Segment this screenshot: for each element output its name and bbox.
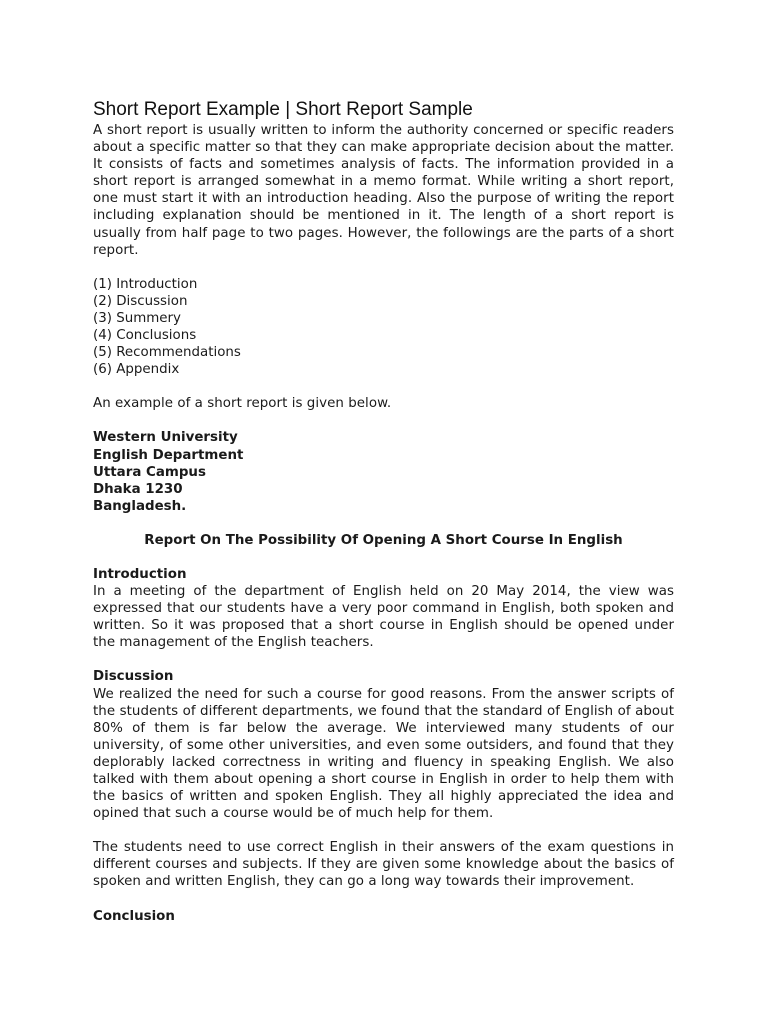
address-line: Uttara Campus xyxy=(93,464,206,480)
intro-paragraph: A short report is usually written to inform the authority concerned or specific readers about a specific matter so that they can make appropriate decision about the matter. It consists of facts and sometimes analysis of facts. The information provided in a short report is arranged somewhat in a memo format. While writing a short report, one must start it with an introduction heading. Also the purpose of writing the report including explanation should be mentioned in it. The length of a short report is usually from half page to two pages. However, the followings are the parts of a short report. xyxy=(93,123,674,258)
report-parts-list xyxy=(93,276,674,379)
list-item: (1) Introduction xyxy=(93,276,198,292)
example-line: An example of a short report is given below. xyxy=(93,396,392,412)
list-item: (2) Discussion xyxy=(93,293,188,309)
list-item: (4) Conclusions xyxy=(93,328,197,344)
list-item: (6) Appendix xyxy=(93,362,180,378)
conclusion-heading: Conclusion xyxy=(93,908,175,924)
address-block xyxy=(93,429,674,514)
discussion-text-2: The students need to use correct English in their answers of the exam questions in different courses and subjects. If they are given some knowledge about the basics of spoken and written English, they can go a long way towards their improvement. xyxy=(93,840,674,890)
address-line: English Department xyxy=(93,447,244,463)
address-line: Bangladesh. xyxy=(93,498,187,514)
discussion-heading: Discussion xyxy=(93,669,174,685)
address-line: Western University xyxy=(93,430,238,446)
introduction-text: In a meeting of the department of English held on 20 May 2014, the view was expressed that our students have a very poor command in English, both spoken and written. So it was proposed that a short course in English should be opened under the management of the English teachers. xyxy=(93,584,674,651)
discussion-text-1: We realized the need for such a course for good reasons. From the answer scripts of the students of different departments, we found that the standard of English of about 80% of them is far below the average. We interviewed many students of our university, of some other universities, and even some outsiders, and found that they deplorably lacked correctness in writing and fluency in speaking English. We also talked with them about opening a short course in English in order to help them with the basics of written and spoken English. They all highly appreciated the idea and opined that such a course would be of much help for them. xyxy=(93,686,674,822)
document-title: Short Report Example | Short Report Sample xyxy=(93,99,473,120)
introduction-heading: Introduction xyxy=(93,566,187,582)
list-item: (5) Recommendations xyxy=(93,345,241,361)
address-line: Dhaka 1230 xyxy=(93,481,183,497)
report-title: Report On The Possibility Of Opening A Short Course In English xyxy=(144,532,623,548)
list-item: (3) Summery xyxy=(93,310,181,326)
document-page xyxy=(93,98,674,925)
